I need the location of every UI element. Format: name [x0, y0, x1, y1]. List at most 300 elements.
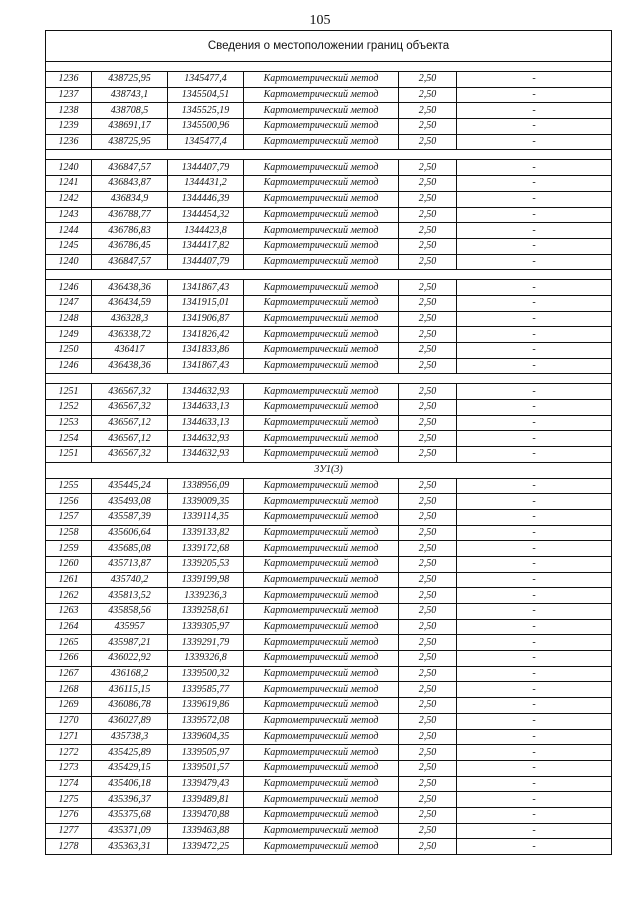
- point-number-cell: 1257: [46, 509, 92, 525]
- x-coordinate-cell: 436567,12: [92, 431, 168, 447]
- method-cell: Картометрический метод: [244, 760, 399, 776]
- precision-cell: 2,50: [399, 494, 457, 510]
- description-cell: -: [457, 839, 612, 855]
- description-cell: -: [457, 343, 612, 359]
- x-coordinate-cell: 436847,57: [92, 254, 168, 270]
- x-coordinate-cell: 435375,68: [92, 807, 168, 823]
- x-coordinate-cell: 435713,87: [92, 556, 168, 572]
- x-coordinate-cell: 436834,9: [92, 191, 168, 207]
- precision-cell: 2,50: [399, 682, 457, 698]
- precision-cell: 2,50: [399, 588, 457, 604]
- point-number-cell: 1242: [46, 191, 92, 207]
- x-coordinate-cell: 436168,2: [92, 666, 168, 682]
- table-row: [46, 760, 612, 776]
- point-number-cell: 1270: [46, 713, 92, 729]
- x-coordinate-cell: 436338,72: [92, 327, 168, 343]
- precision-cell: 2,50: [399, 191, 457, 207]
- group-separator: [46, 62, 612, 72]
- table-row: [46, 729, 612, 745]
- point-number-cell: 1273: [46, 760, 92, 776]
- point-number-cell: 1253: [46, 415, 92, 431]
- y-coordinate-cell: 1339604,35: [168, 729, 244, 745]
- point-number-cell: 1240: [46, 160, 92, 176]
- point-number-cell: 1255: [46, 478, 92, 494]
- x-coordinate-cell: 438708,5: [92, 103, 168, 119]
- table-row: [46, 160, 612, 176]
- y-coordinate-cell: 1344632,93: [168, 431, 244, 447]
- point-number-cell: 1263: [46, 604, 92, 620]
- point-number-cell: 1247: [46, 295, 92, 311]
- method-cell: Картометрический метод: [244, 134, 399, 150]
- x-coordinate-cell: 435685,08: [92, 541, 168, 557]
- x-coordinate-cell: 436438,36: [92, 358, 168, 374]
- point-number-cell: 1265: [46, 635, 92, 651]
- table-row: [46, 839, 612, 855]
- method-cell: Картометрический метод: [244, 572, 399, 588]
- precision-cell: 2,50: [399, 776, 457, 792]
- table-row: [46, 509, 612, 525]
- method-cell: Картометрический метод: [244, 72, 399, 88]
- x-coordinate-cell: 438691,17: [92, 119, 168, 135]
- y-coordinate-cell: 1341833,86: [168, 343, 244, 359]
- x-coordinate-cell: 436847,57: [92, 160, 168, 176]
- y-coordinate-cell: 1339258,61: [168, 604, 244, 620]
- method-cell: Картометрический метод: [244, 525, 399, 541]
- table-row: [46, 191, 612, 207]
- table-row: [46, 666, 612, 682]
- precision-cell: 2,50: [399, 103, 457, 119]
- table-row: [46, 254, 612, 270]
- point-number-cell: 1237: [46, 87, 92, 103]
- x-coordinate-cell: 435429,15: [92, 760, 168, 776]
- table-row: [46, 400, 612, 416]
- table-row: [46, 447, 612, 463]
- precision-cell: 2,50: [399, 431, 457, 447]
- y-coordinate-cell: 1341826,42: [168, 327, 244, 343]
- x-coordinate-cell: 435493,08: [92, 494, 168, 510]
- method-cell: Картометрический метод: [244, 431, 399, 447]
- x-coordinate-cell: 436115,15: [92, 682, 168, 698]
- point-number-cell: 1261: [46, 572, 92, 588]
- point-number-cell: 1266: [46, 651, 92, 667]
- table-row: [46, 823, 612, 839]
- method-cell: Картометрический метод: [244, 509, 399, 525]
- x-coordinate-cell: 435606,64: [92, 525, 168, 541]
- precision-cell: 2,50: [399, 134, 457, 150]
- y-coordinate-cell: 1344407,79: [168, 254, 244, 270]
- method-cell: Картометрический метод: [244, 176, 399, 192]
- method-cell: Картометрический метод: [244, 384, 399, 400]
- precision-cell: 2,50: [399, 295, 457, 311]
- method-cell: Картометрический метод: [244, 87, 399, 103]
- y-coordinate-cell: 1344632,93: [168, 447, 244, 463]
- description-cell: -: [457, 223, 612, 239]
- table-row: [46, 72, 612, 88]
- precision-cell: 2,50: [399, 729, 457, 745]
- y-coordinate-cell: 1339205,53: [168, 556, 244, 572]
- description-cell: -: [457, 311, 612, 327]
- table-row: [46, 431, 612, 447]
- description-cell: -: [457, 384, 612, 400]
- point-number-cell: 1277: [46, 823, 92, 839]
- description-cell: -: [457, 103, 612, 119]
- description-cell: -: [457, 431, 612, 447]
- point-number-cell: 1268: [46, 682, 92, 698]
- precision-cell: 2,50: [399, 160, 457, 176]
- description-cell: -: [457, 792, 612, 808]
- precision-cell: 2,50: [399, 207, 457, 223]
- method-cell: Картометрический метод: [244, 713, 399, 729]
- y-coordinate-cell: 1339172,68: [168, 541, 244, 557]
- y-coordinate-cell: 1339133,82: [168, 525, 244, 541]
- y-coordinate-cell: 1339500,32: [168, 666, 244, 682]
- precision-cell: 2,50: [399, 87, 457, 103]
- x-coordinate-cell: 435587,39: [92, 509, 168, 525]
- x-coordinate-cell: 435445,24: [92, 478, 168, 494]
- point-number-cell: 1260: [46, 556, 92, 572]
- description-cell: -: [457, 541, 612, 557]
- description-cell: -: [457, 254, 612, 270]
- x-coordinate-cell: 435425,89: [92, 745, 168, 761]
- method-cell: Картометрический метод: [244, 698, 399, 714]
- y-coordinate-cell: 1339472,25: [168, 839, 244, 855]
- method-cell: Картометрический метод: [244, 207, 399, 223]
- table-row: [46, 604, 612, 620]
- y-coordinate-cell: 1341867,43: [168, 280, 244, 296]
- x-coordinate-cell: 435957: [92, 619, 168, 635]
- precision-cell: 2,50: [399, 327, 457, 343]
- x-coordinate-cell: 436434,59: [92, 295, 168, 311]
- table-body: [46, 31, 612, 855]
- precision-cell: 2,50: [399, 698, 457, 714]
- precision-cell: 2,50: [399, 619, 457, 635]
- y-coordinate-cell: 1339572,08: [168, 713, 244, 729]
- method-cell: Картометрический метод: [244, 666, 399, 682]
- y-coordinate-cell: 1345477,4: [168, 72, 244, 88]
- method-cell: Картометрический метод: [244, 295, 399, 311]
- x-coordinate-cell: 436843,87: [92, 176, 168, 192]
- group-separator-row: [46, 150, 612, 160]
- section-header-row: [46, 462, 612, 478]
- y-coordinate-cell: 1339236,3: [168, 588, 244, 604]
- method-cell: Картометрический метод: [244, 823, 399, 839]
- section-label: 3У1(3): [46, 462, 612, 478]
- y-coordinate-cell: 1344632,93: [168, 384, 244, 400]
- x-coordinate-cell: 438725,95: [92, 72, 168, 88]
- x-coordinate-cell: 435740,2: [92, 572, 168, 588]
- method-cell: Картометрический метод: [244, 556, 399, 572]
- description-cell: -: [457, 87, 612, 103]
- point-number-cell: 1274: [46, 776, 92, 792]
- method-cell: Картометрический метод: [244, 494, 399, 510]
- precision-cell: 2,50: [399, 745, 457, 761]
- precision-cell: 2,50: [399, 72, 457, 88]
- point-number-cell: 1272: [46, 745, 92, 761]
- y-coordinate-cell: 1339463,88: [168, 823, 244, 839]
- precision-cell: 2,50: [399, 223, 457, 239]
- point-number-cell: 1243: [46, 207, 92, 223]
- method-cell: Картометрический метод: [244, 238, 399, 254]
- table-row: [46, 176, 612, 192]
- x-coordinate-cell: 436328,3: [92, 311, 168, 327]
- point-number-cell: 1264: [46, 619, 92, 635]
- method-cell: Картометрический метод: [244, 682, 399, 698]
- x-coordinate-cell: 436417: [92, 343, 168, 359]
- precision-cell: 2,50: [399, 384, 457, 400]
- table-row: [46, 807, 612, 823]
- description-cell: -: [457, 776, 612, 792]
- description-cell: -: [457, 400, 612, 416]
- description-cell: -: [457, 295, 612, 311]
- table-row: [46, 280, 612, 296]
- x-coordinate-cell: 435987,21: [92, 635, 168, 651]
- table-row: [46, 478, 612, 494]
- y-coordinate-cell: 1344633,13: [168, 415, 244, 431]
- y-coordinate-cell: 1339470,88: [168, 807, 244, 823]
- method-cell: Картометрический метод: [244, 541, 399, 557]
- y-coordinate-cell: 1345525,19: [168, 103, 244, 119]
- description-cell: -: [457, 635, 612, 651]
- table-row: [46, 119, 612, 135]
- point-number-cell: 1256: [46, 494, 92, 510]
- point-number-cell: 1252: [46, 400, 92, 416]
- point-number-cell: 1258: [46, 525, 92, 541]
- description-cell: -: [457, 72, 612, 88]
- precision-cell: 2,50: [399, 400, 457, 416]
- description-cell: -: [457, 207, 612, 223]
- point-number-cell: 1244: [46, 223, 92, 239]
- method-cell: Картометрический метод: [244, 343, 399, 359]
- method-cell: Картометрический метод: [244, 400, 399, 416]
- y-coordinate-cell: 1339305,97: [168, 619, 244, 635]
- precision-cell: 2,50: [399, 823, 457, 839]
- point-number-cell: 1262: [46, 588, 92, 604]
- point-number-cell: 1271: [46, 729, 92, 745]
- point-number-cell: 1245: [46, 238, 92, 254]
- table-row: [46, 358, 612, 374]
- x-coordinate-cell: 436022,92: [92, 651, 168, 667]
- precision-cell: 2,50: [399, 525, 457, 541]
- precision-cell: 2,50: [399, 651, 457, 667]
- description-cell: -: [457, 760, 612, 776]
- precision-cell: 2,50: [399, 572, 457, 588]
- method-cell: Картометрический метод: [244, 729, 399, 745]
- table-row: [46, 103, 612, 119]
- point-number-cell: 1251: [46, 447, 92, 463]
- description-cell: -: [457, 415, 612, 431]
- description-cell: -: [457, 713, 612, 729]
- group-separator: [46, 270, 612, 280]
- method-cell: Картометрический метод: [244, 478, 399, 494]
- method-cell: Картометрический метод: [244, 280, 399, 296]
- description-cell: -: [457, 525, 612, 541]
- description-cell: -: [457, 651, 612, 667]
- group-separator: [46, 150, 612, 160]
- y-coordinate-cell: 1339489,81: [168, 792, 244, 808]
- method-cell: Картометрический метод: [244, 651, 399, 667]
- description-cell: -: [457, 358, 612, 374]
- table-row: [46, 295, 612, 311]
- description-cell: -: [457, 556, 612, 572]
- description-cell: -: [457, 134, 612, 150]
- y-coordinate-cell: 1345477,4: [168, 134, 244, 150]
- table-row: [46, 698, 612, 714]
- precision-cell: 2,50: [399, 760, 457, 776]
- description-cell: -: [457, 666, 612, 682]
- x-coordinate-cell: 438725,95: [92, 134, 168, 150]
- point-number-cell: 1241: [46, 176, 92, 192]
- point-number-cell: 1238: [46, 103, 92, 119]
- x-coordinate-cell: 436788,77: [92, 207, 168, 223]
- x-coordinate-cell: 436786,45: [92, 238, 168, 254]
- y-coordinate-cell: 1339199,98: [168, 572, 244, 588]
- description-cell: -: [457, 494, 612, 510]
- description-cell: -: [457, 588, 612, 604]
- table-row: [46, 541, 612, 557]
- x-coordinate-cell: 435363,31: [92, 839, 168, 855]
- y-coordinate-cell: 1344633,13: [168, 400, 244, 416]
- y-coordinate-cell: 1341915,01: [168, 295, 244, 311]
- y-coordinate-cell: 1344407,79: [168, 160, 244, 176]
- point-number-cell: 1251: [46, 384, 92, 400]
- y-coordinate-cell: 1339505,97: [168, 745, 244, 761]
- y-coordinate-cell: 1339501,57: [168, 760, 244, 776]
- y-coordinate-cell: 1339291,79: [168, 635, 244, 651]
- y-coordinate-cell: 1339479,43: [168, 776, 244, 792]
- point-number-cell: 1236: [46, 134, 92, 150]
- precision-cell: 2,50: [399, 713, 457, 729]
- title-row: [46, 31, 612, 62]
- table-row: [46, 556, 612, 572]
- table-row: [46, 311, 612, 327]
- y-coordinate-cell: 1339326,8: [168, 651, 244, 667]
- point-number-cell: 1278: [46, 839, 92, 855]
- method-cell: Картометрический метод: [244, 327, 399, 343]
- precision-cell: 2,50: [399, 509, 457, 525]
- point-number-cell: 1246: [46, 280, 92, 296]
- x-coordinate-cell: 436567,32: [92, 400, 168, 416]
- precision-cell: 2,50: [399, 254, 457, 270]
- description-cell: -: [457, 807, 612, 823]
- description-cell: -: [457, 176, 612, 192]
- table-row: [46, 223, 612, 239]
- table-row: [46, 343, 612, 359]
- table-row: [46, 327, 612, 343]
- description-cell: -: [457, 119, 612, 135]
- x-coordinate-cell: 435858,56: [92, 604, 168, 620]
- table-row: [46, 682, 612, 698]
- y-coordinate-cell: 1338956,09: [168, 478, 244, 494]
- point-number-cell: 1276: [46, 807, 92, 823]
- precision-cell: 2,50: [399, 807, 457, 823]
- method-cell: Картометрический метод: [244, 254, 399, 270]
- method-cell: Картометрический метод: [244, 311, 399, 327]
- precision-cell: 2,50: [399, 415, 457, 431]
- point-number-cell: 1236: [46, 72, 92, 88]
- table-row: [46, 572, 612, 588]
- x-coordinate-cell: 435371,09: [92, 823, 168, 839]
- x-coordinate-cell: 436567,32: [92, 384, 168, 400]
- method-cell: Картометрический метод: [244, 776, 399, 792]
- method-cell: Картометрический метод: [244, 745, 399, 761]
- x-coordinate-cell: 436027,89: [92, 713, 168, 729]
- method-cell: Картометрический метод: [244, 635, 399, 651]
- point-number-cell: 1259: [46, 541, 92, 557]
- table-row: [46, 525, 612, 541]
- table-row: [46, 238, 612, 254]
- point-number-cell: 1246: [46, 358, 92, 374]
- description-cell: -: [457, 604, 612, 620]
- x-coordinate-cell: 435738,3: [92, 729, 168, 745]
- boundary-table: [45, 30, 612, 855]
- y-coordinate-cell: 1344454,32: [168, 207, 244, 223]
- point-number-cell: 1267: [46, 666, 92, 682]
- table-row: [46, 619, 612, 635]
- precision-cell: 2,50: [399, 541, 457, 557]
- y-coordinate-cell: 1344431,2: [168, 176, 244, 192]
- precision-cell: 2,50: [399, 839, 457, 855]
- precision-cell: 2,50: [399, 343, 457, 359]
- description-cell: -: [457, 280, 612, 296]
- precision-cell: 2,50: [399, 478, 457, 494]
- method-cell: Картометрический метод: [244, 191, 399, 207]
- group-separator-row: [46, 270, 612, 280]
- y-coordinate-cell: 1339009,35: [168, 494, 244, 510]
- description-cell: -: [457, 478, 612, 494]
- table-row: [46, 134, 612, 150]
- point-number-cell: 1239: [46, 119, 92, 135]
- method-cell: Картометрический метод: [244, 604, 399, 620]
- description-cell: -: [457, 447, 612, 463]
- y-coordinate-cell: 1341906,87: [168, 311, 244, 327]
- table-title: Сведения о местоположении границ объекта: [46, 31, 612, 62]
- description-cell: -: [457, 698, 612, 714]
- method-cell: Картометрический метод: [244, 103, 399, 119]
- description-cell: -: [457, 327, 612, 343]
- method-cell: Картометрический метод: [244, 415, 399, 431]
- x-coordinate-cell: 436438,36: [92, 280, 168, 296]
- description-cell: -: [457, 729, 612, 745]
- method-cell: Картометрический метод: [244, 119, 399, 135]
- precision-cell: 2,50: [399, 119, 457, 135]
- precision-cell: 2,50: [399, 447, 457, 463]
- table-row: [46, 651, 612, 667]
- x-coordinate-cell: 435813,52: [92, 588, 168, 604]
- table-row: [46, 494, 612, 510]
- table-row: [46, 207, 612, 223]
- precision-cell: 2,50: [399, 792, 457, 808]
- y-coordinate-cell: 1344417,82: [168, 238, 244, 254]
- description-cell: -: [457, 191, 612, 207]
- y-coordinate-cell: 1339619,86: [168, 698, 244, 714]
- description-cell: -: [457, 238, 612, 254]
- table-row: [46, 745, 612, 761]
- method-cell: Картометрический метод: [244, 792, 399, 808]
- table-row: [46, 792, 612, 808]
- description-cell: -: [457, 509, 612, 525]
- method-cell: Картометрический метод: [244, 358, 399, 374]
- description-cell: -: [457, 823, 612, 839]
- y-coordinate-cell: 1344446,39: [168, 191, 244, 207]
- method-cell: Картометрический метод: [244, 619, 399, 635]
- point-number-cell: 1275: [46, 792, 92, 808]
- x-coordinate-cell: 436086,78: [92, 698, 168, 714]
- precision-cell: 2,50: [399, 238, 457, 254]
- method-cell: Картометрический метод: [244, 807, 399, 823]
- description-cell: -: [457, 160, 612, 176]
- point-number-cell: 1269: [46, 698, 92, 714]
- precision-cell: 2,50: [399, 604, 457, 620]
